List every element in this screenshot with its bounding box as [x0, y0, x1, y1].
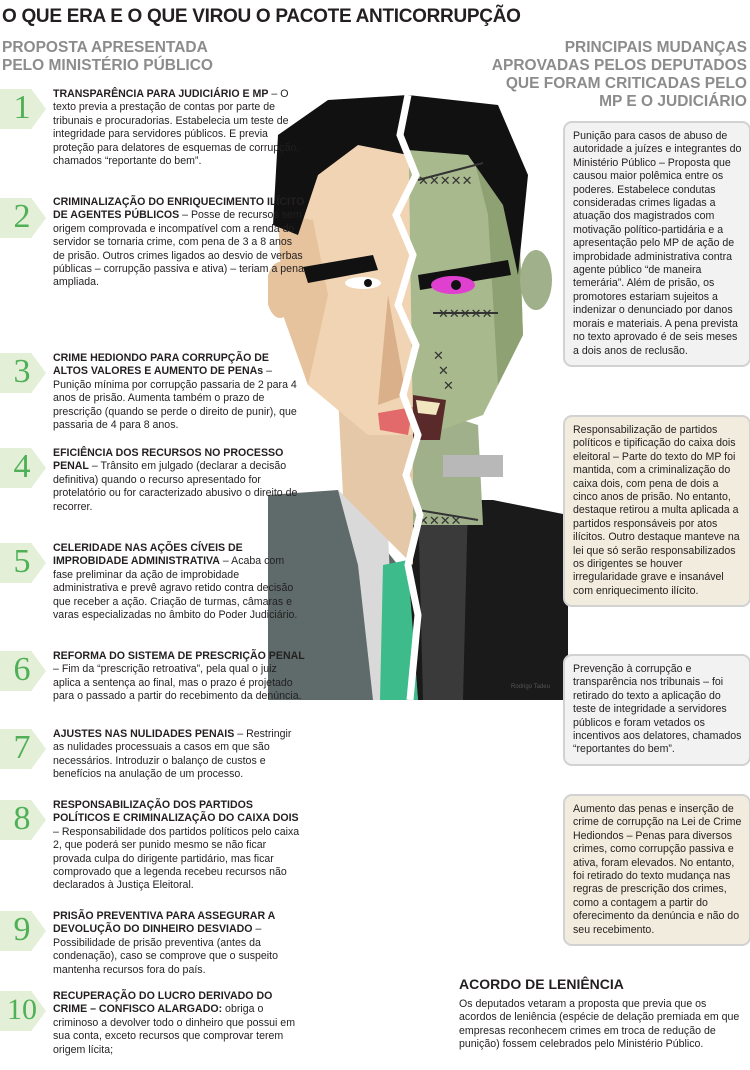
item-heading: CRIME HEDIONDO PARA CORRUPÇÃO DE ALTOS VALORES E AUMENTO DE PENAs — [53, 352, 270, 378]
item-number: 4 — [13, 448, 31, 485]
svg-text:✕✕✕✕✕: ✕✕✕✕✕ — [418, 174, 473, 189]
item-number: 2 — [13, 198, 31, 235]
item-number: 6 — [13, 651, 31, 688]
item-text — [53, 990, 305, 1057]
leniencia-title: ACORDO DE LENIÊNCIA — [459, 976, 624, 992]
item-body: – Posse de recursos sem origem comprovada e incompatível com a renda do servidor se tornaria crime, com pena de 3 a 8 anos de prisão. Outros crimes ligados ao desvio de verbas públicas – corrupção passiva e ativa) – teriam a pena ampliada. — [53, 209, 304, 289]
item-body: – Possibilidade de prisão preventiva (antes da condenação), caso se comprove que o suspeito mantenha recursos fora do país. — [53, 923, 278, 976]
item-text — [53, 728, 305, 782]
svg-text:✕✕✕✕: ✕✕✕✕ — [418, 514, 462, 529]
item-number: 10 — [7, 993, 37, 1026]
right-header-line: MP E O JUDICIÁRIO — [599, 93, 747, 110]
left-header-line: PELO MINISTÉRIO PÚBLICO — [2, 57, 213, 74]
item-heading: RECUPERAÇÃO DO LUCRO DERIVADO DO CRIME – CONFISCO ALARGADO: — [53, 990, 273, 1016]
change-box: Responsabilização de partidos políticos e tipificação do caixa dois eleitoral – Parte do texto do MP foi mantida, com a criminalização do caixa dois, com pena de dois a cinco anos de prisão. No entanto, destaque retirou a multa aplicada a partidos responsáveis por atos ilícitos. Outro destaque manteve na lei que só serão responsabilizados os dirigentes se houver irregularidade grave e insanável com enriquecimento ilícito. — [563, 415, 750, 607]
item-number: 7 — [13, 729, 31, 766]
item-text — [53, 196, 305, 290]
leniencia-text: Os deputados vetaram a proposta que previa que os acordos de leniência (espécie de delação premiada em que empresas reconhecem crimes em troca de redução de punição) fossem celebrados pelo Ministério Público. — [459, 998, 740, 1051]
page-title: O QUE ERA E O QUE VIROU O PACOTE ANTICORRUPÇÃO — [2, 6, 521, 27]
left-column-header — [2, 39, 213, 75]
svg-text:✕: ✕ — [438, 364, 449, 379]
item-heading: REFORMA DO SISTEMA DE PRESCRIÇÃO PENAL — [53, 650, 305, 662]
item-text — [53, 447, 305, 514]
change-box: Punição para casos de abuso de autoridade a juízes e integrantes do Ministério Público – Proposta que causou maior polêmica entre os poderes. Estabelece condutas consideradas crimes ligadas a atuação dos magistrados com motivação político-partidária e a apresentação pelo MP de ação de improbidade administrativa contra agente público “de maneira temerária”. Além de prisão, os promotores estariam sujeitos a indenizar o denunciado por danos morais e materiais. A pena prevista no texto aprovado é de seis meses a dois anos de reclusão. — [563, 121, 750, 367]
item-heading: EFICIÊNCIA DOS RECURSOS NO PROCESSO PENAL — [53, 447, 284, 473]
item-body: – O texto previa a prestação de contas por parte de tribunais e procuradorias. Estabelecia um teste de integridade para servidores públicos. E previa proteção para delatores de esquemas de corrupção, chamados “reportante do bem”. — [53, 88, 300, 168]
item-body: – Fim da “prescrição retroativa”, pela qual o juiz aplica a sentença ao final, mas o prazo é projetado para o passado a partir do recebimento da denúncia. — [53, 663, 302, 703]
item-heading: TRANSPARÊNCIA PARA JUDICIÁRIO E MP — [53, 88, 269, 100]
item-heading: PRISÃO PREVENTIVA PARA ASSEGURAR A DEVOLUÇÃO DO DINHEIRO DESVIADO — [53, 910, 275, 936]
item-body: obriga o criminoso a devolver todo o dinheiro que possui em sua conta, exceto recursos que comprovar terem origem lícita; — [53, 1003, 296, 1056]
item-number: 8 — [13, 800, 31, 837]
item-number: 1 — [13, 89, 31, 126]
item-body: – Restringir as nulidades processuais a casos em que são necessários. Introduzir o balanço de custos e benefícios na anulação de um processo. — [53, 728, 292, 781]
change-box: Prevenção à corrupção e transparência nos tribunais – foi retirado do texto a aplicação do teste de integridade a servidores públicos e foram vetados os incentivos aos delatores, chamados “reportantes do bem”. — [563, 654, 750, 766]
item-number: 5 — [13, 543, 31, 580]
item-body: – Punição mínima por corrupção passaria de 2 para 4 anos de prisão. Aumenta também o prazo de prescrição (quando se perde o direito de punir), que passaria de 4 para 8 anos. — [53, 365, 297, 432]
item-text — [53, 352, 305, 432]
change-box: Aumento das penas e inserção de crime de corrupção na Lei de Crime Hediondos – Penas para diversos crimes, como corrupção passiva e ativa, foram elevados. No entanto, foi retirado do texto mudança nas regras de prescrição dos crimes, como a contagem a partir do oferecimento da denúncia e não do seu recebimento. — [563, 794, 750, 946]
item-text — [53, 910, 305, 977]
item-body: – Trânsito em julgado (declarar a decisão definitiva) quando o recurso apresentado for protelatório ou for caracterizado abusivo o direito de recorrer. — [53, 460, 298, 513]
right-header-line: QUE FORAM CRITICADAS PELO — [505, 75, 747, 92]
item-body: – Responsabilidade dos partidos políticos pelo caixa 2, que poderá ser punido mesmo se não ficar provada culpa do dirigente partidário, mas ficar comprovado que a legenda recebeu recursos não declarados à Justiça Eleitoral. — [53, 825, 300, 892]
item-heading: CRIMINALIZAÇÃO DO ENRIQUECIMENTO ILÍCITO DE AGENTES PÚBLICOS — [53, 196, 305, 222]
svg-text:✕: ✕ — [443, 379, 454, 394]
item-number: 9 — [13, 911, 31, 948]
item-heading: AJUSTES NAS NULIDADES PENAIS — [53, 728, 235, 740]
item-text — [53, 542, 305, 622]
left-header-line: PROPOSTA APRESENTADA — [2, 39, 208, 56]
right-header-line: PRINCIPAIS MUDANÇAS — [564, 39, 747, 56]
item-heading: RESPONSABILIZAÇÃO DOS PARTIDOS POLÍTICOS E CRIMINALIZAÇÃO DO CAIXA DOIS — [53, 799, 299, 825]
item-text — [53, 799, 305, 893]
artist-signature: Rodrigo Tadeu — [511, 684, 550, 690]
item-text — [53, 88, 305, 168]
right-header-line: APROVADAS PELOS DEPUTADOS — [491, 57, 747, 74]
item-heading: CELERIDADE NAS AÇÕES CÍVEIS DE IMPROBIDADE ADMINISTRATIVA — [53, 542, 243, 568]
item-body: – Acaba com fase preliminar da ação de improbidade administrativa e prevê agravo retido contra decisão que receber a ação. Criação de turmas, câmaras e varas especializadas no âmbito do Poder Judiciário. — [53, 555, 298, 622]
svg-text:✕: ✕ — [433, 349, 444, 364]
item-text — [53, 650, 305, 704]
item-number: 3 — [13, 353, 31, 390]
split-face-illustration — [268, 95, 568, 700]
svg-text:✕✕✕✕✕: ✕✕✕✕✕ — [438, 307, 493, 322]
